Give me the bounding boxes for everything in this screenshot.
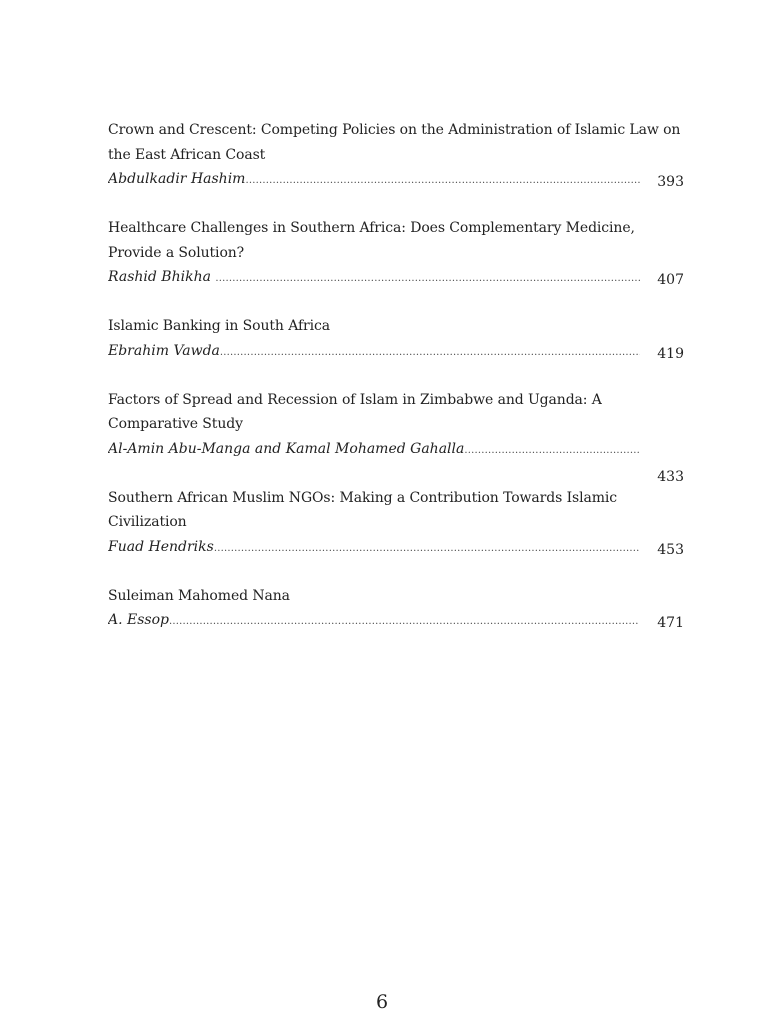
entry-page-number: 471 [657,615,684,631]
entry-author: Abdulkadir Hashim ..... [108,167,640,192]
toc-entry [108,388,688,486]
entry-author: A. Essop ..... [108,608,638,633]
entry-page-number: 453 [657,541,684,558]
toc-entry [108,486,688,560]
toc-entry [108,314,688,363]
entry-title-line: the East African Coast [108,146,266,163]
entry-author-row [108,265,688,290]
entry-page-number: 419 [657,345,684,362]
entry-title-line: Crown and Crescent: Competing Policies on the Administration of Islamic Law on [108,122,681,138]
entry-title-line: Factors of Spread and Recession of Islam in Zimbabwe and Uganda: A [108,391,602,408]
entry-page-number: 407 [657,272,684,288]
entry-author-row [108,437,688,462]
entry-author-row [108,339,688,364]
entry-title-line: Provide a Solution? [108,244,245,261]
entry-title-line: Southern African Muslim NGOs: Making a Contribution Towards Islamic [108,489,618,506]
entry-author-row [108,535,688,560]
entry-title-line: Comparative Study [108,416,243,432]
toc-entry [108,118,688,192]
toc-entry [108,584,688,633]
table-of-contents [108,118,688,633]
entry-author: Fuad Hendriks ..... [108,535,640,560]
entry-title-line: Islamic Banking in South Africa [108,318,331,334]
entry-author-row [108,608,688,633]
entry-author: Ebrahim Vawda ..... [108,339,640,364]
entry-page-row [108,461,688,486]
entry-title-line: Healthcare Challenges in Southern Africa: Does Complementary Medicine, [108,220,635,236]
entry-author: Al-Amin Abu-Manga and Kamal Mohamed Gahalla ..... [108,437,640,462]
entry-title-line: Suleiman Mahomed Nana [108,587,290,604]
entry-author: Rashid Bhikha ..... [108,265,640,290]
toc-entry [108,216,688,290]
entry-author-row [108,167,688,192]
entry-page-number: 393 [657,174,684,190]
page-number: 6 [375,991,389,1013]
entry-title-line: Civilization [108,514,187,530]
entry-page-number: 433 [657,469,684,485]
